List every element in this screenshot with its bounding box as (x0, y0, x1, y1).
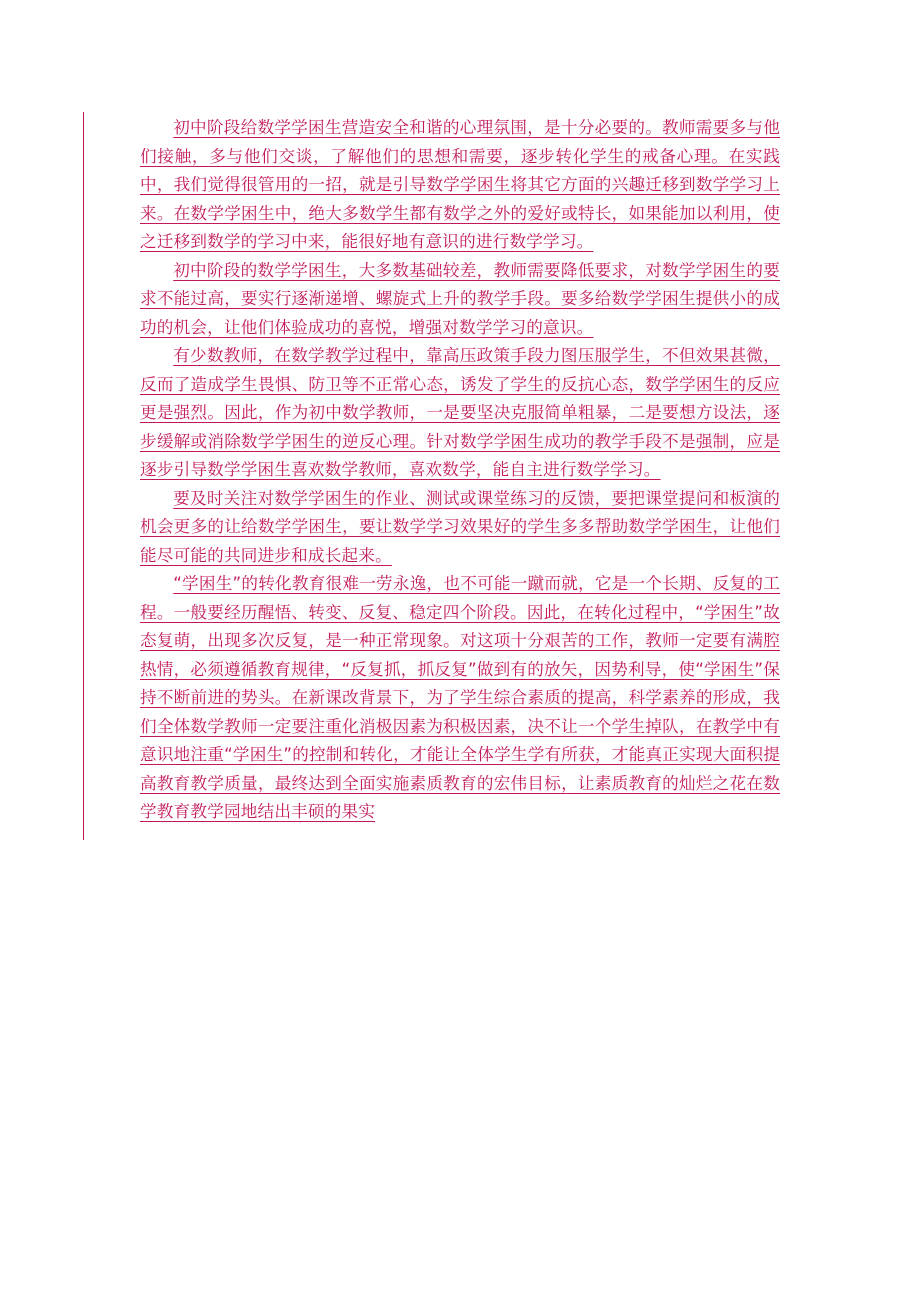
revision-change-bar (83, 112, 84, 840)
paragraph-5: “学困生”的转化教育很难一劳永逸，也不可能一蹴而就，它是一个长期、反复的工程。一般要经历醒悟、转变、反复、稳定四个阶段。因此，在转化过程中，“学困生”故态复萌，出现多次反复，是一种正常现象。对这项十分艰苦的工作，教师一定要有满腔热情，必须遵循教育规律，“反复抓，抓反复”做到有的放矢，因势利导，使“学困生”保持不断前进的势头。在新课改背景下，为了学生综合素质的提高，科学素养的形成，我们全体数学教师一定要注重化消极因素为积极因素，决不让一个学生掉队，在教学中有意识地注重“学困生”的控制和转化，才能让全体学生学有所获，才能真正实现大面积提高教育教学质量，最终达到全面实施素质教育的宏伟目标，让素质教育的灿烂之花在数学教育教学园地结出丰硕的果实 (140, 574, 780, 821)
paragraph-1: 初中阶段给数学学困生营造安全和谐的心理氛围，是十分必要的。教师需要多与他们接触，多与他们交谈，了解他们的思想和需要，逐步转化学生的戒备心理。在实践中，我们觉得很管用的一招，就是引导数学学困生将其它方面的兴趣迁移到数学学习上来。在数学学困生中，绝大多数学生都有数学之外的爱好或特长，如果能加以利用，使之迁移到数学的学习中来，能很好地有意识的进行数学学习。 (140, 118, 780, 251)
document-body (140, 114, 780, 827)
paragraph-3: 有少数教师，在数学教学过程中，靠高压政策手段力图压服学生，不但效果甚微，反而了造成学生畏惧、防卫等不正常心态，诱发了学生的反抗心态，数学学困生的反应更是强烈。因此，作为初中数学教师，一是要坚决克服简单粗暴，二是要想方设法，逐步缓解或消除数学学困生的逆反心理。针对数学学困生成功的教学手段不是强制，应是逐步引导数学学困生喜欢数学教师，喜欢数学，能自主进行数学学习。 (140, 346, 780, 479)
paragraph-4: 要及时关注对数学学困生的作业、测试或课堂练习的反馈，要把课堂提问和板演的机会更多的让给数学学困生，要让数学学习效果好的学生多多帮助数学学困生，让他们能尽可能的共同进步和成长起来。 (140, 488, 780, 565)
paragraph-2: 初中阶段的数学学困生，大多数基础较差，教师需要降低要求，对数学学困生的要求不能过高，要实行逐渐递增、螺旋式上升的教学手段。要多给数学学困生提供小的成功的机会，让他们体验成功的喜悦，增强对数学学习的意识。 (140, 260, 780, 337)
